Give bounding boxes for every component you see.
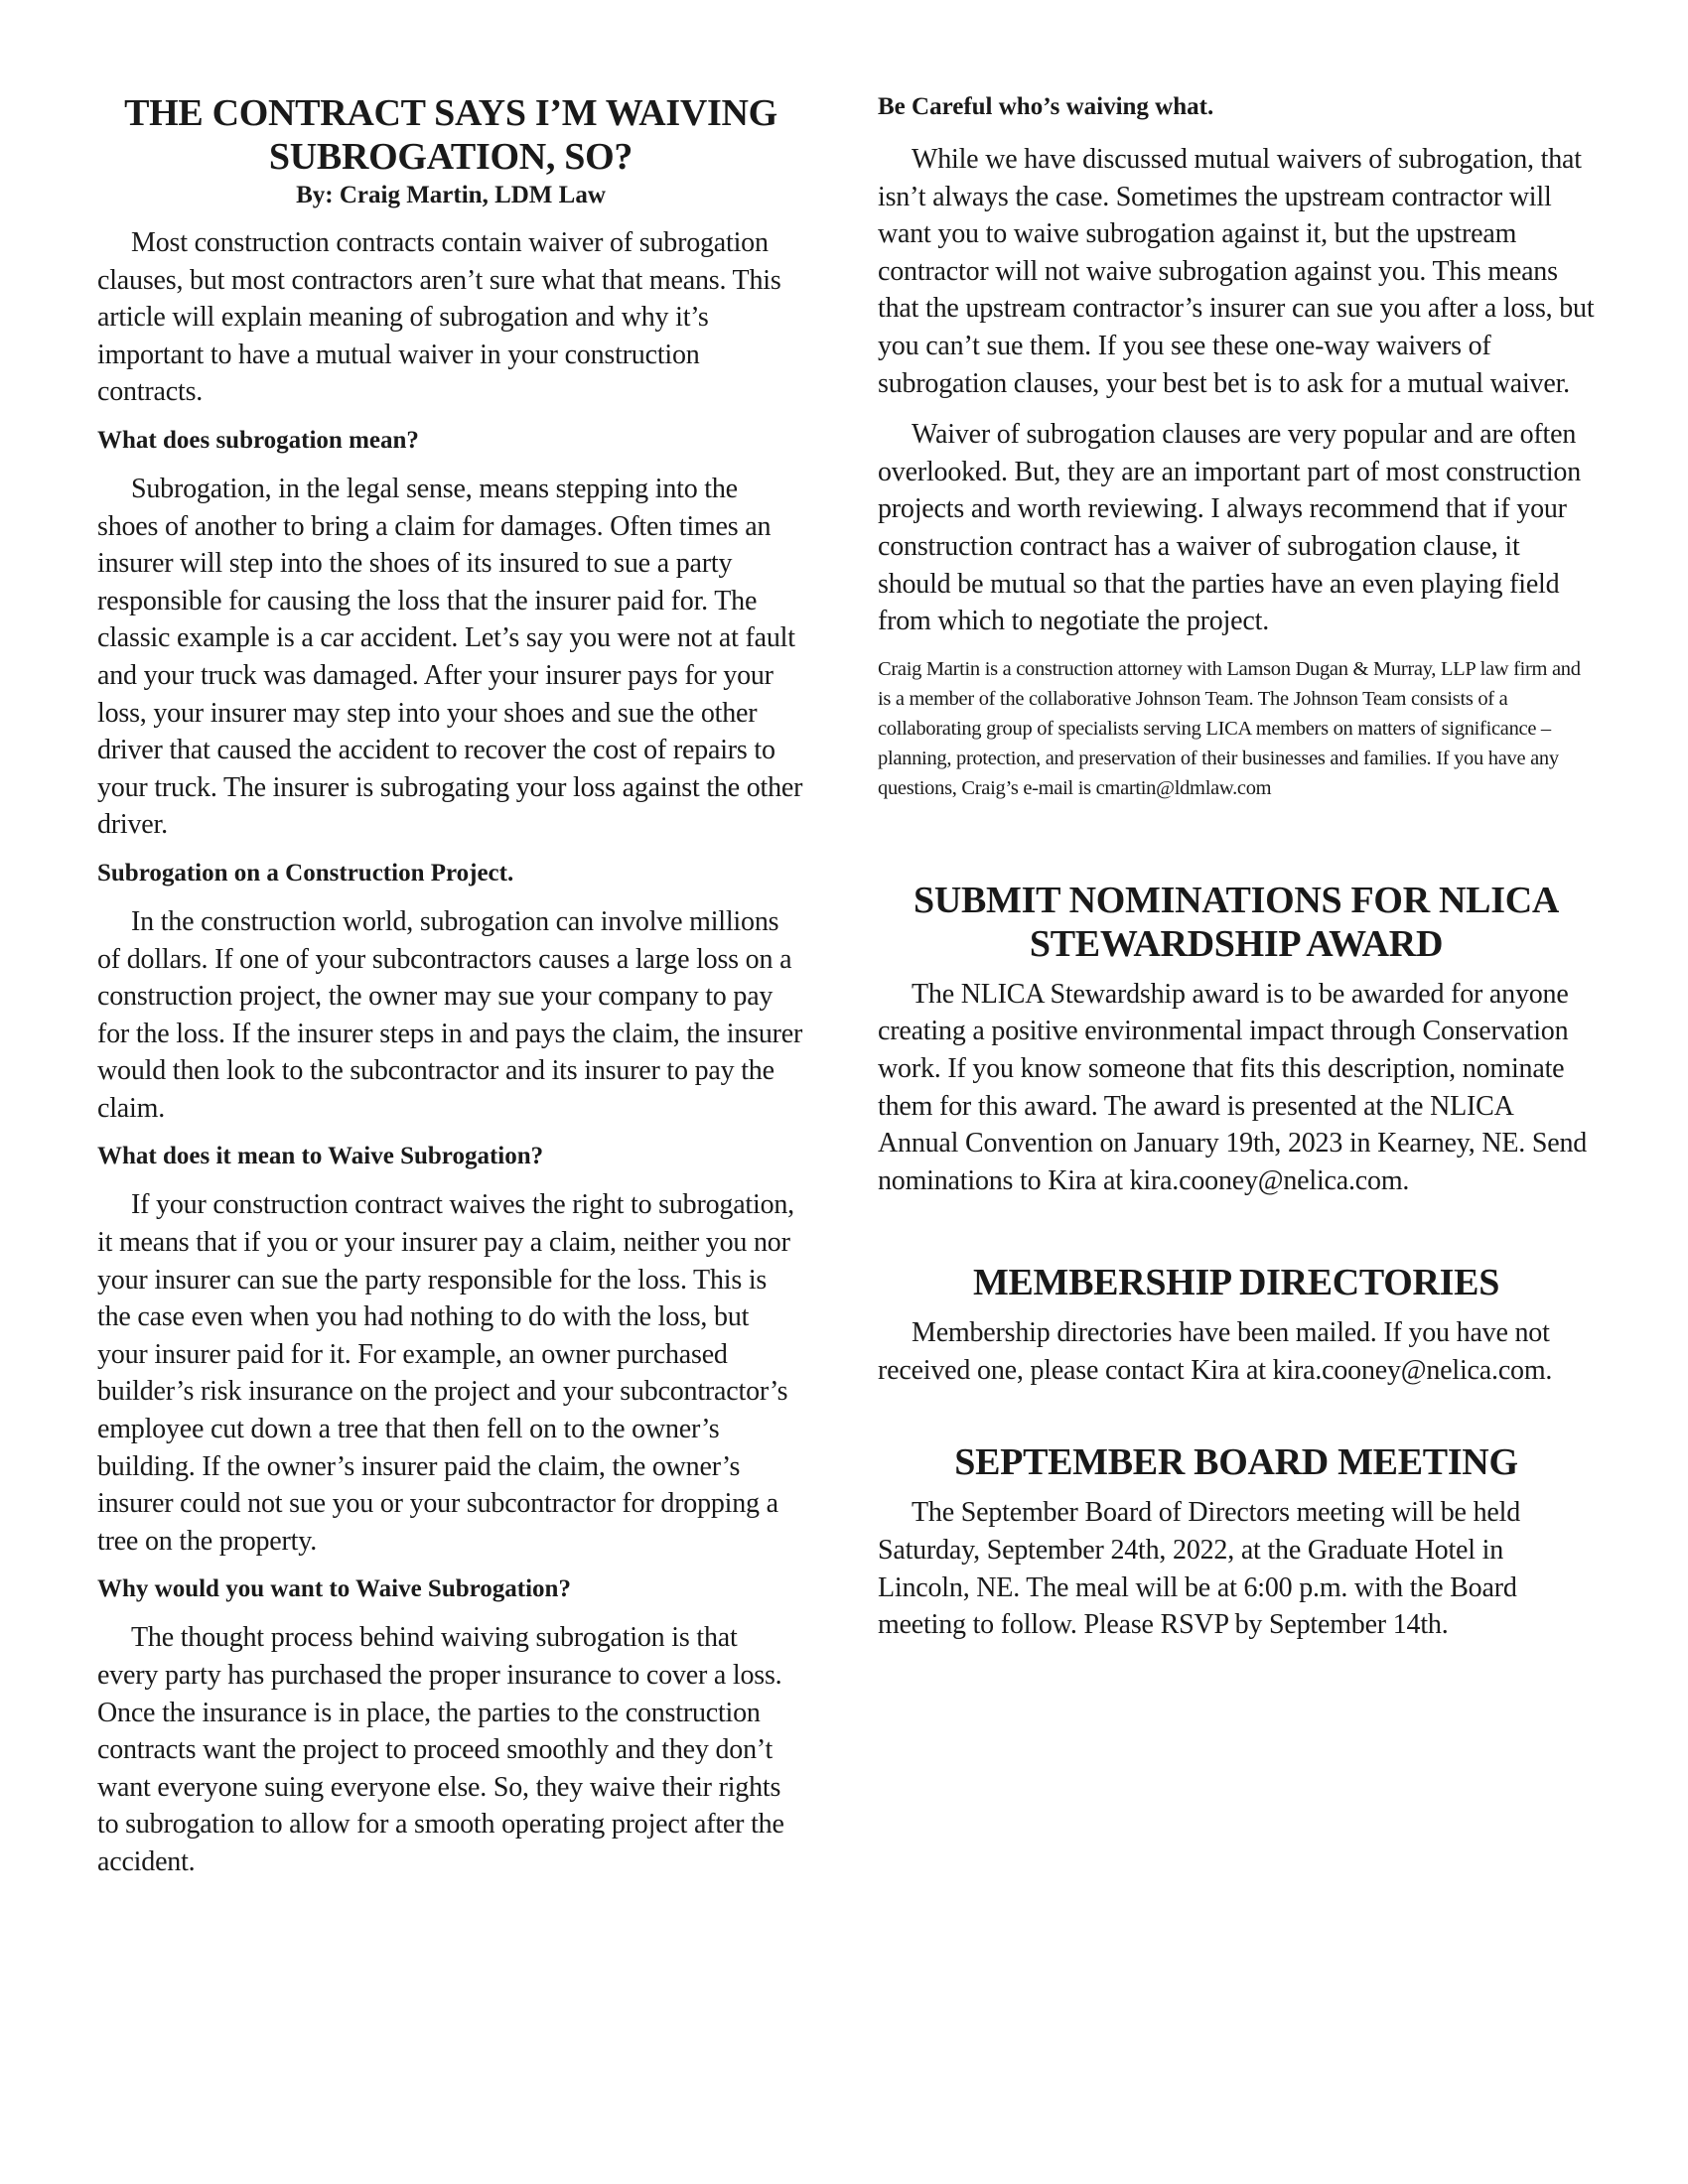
nominations-title: SUBMIT NOMINATIONS FOR NLICA STEWARDSHIP AWARD	[914, 879, 1559, 965]
directories-body: Membership directories have been mailed. If you have not received one, please contact Kira at kira.cooney@nelica.com.	[878, 1317, 1553, 1386]
right-column	[878, 91, 1595, 1658]
board-meeting-body: The September Board of Directors meeting will be held Saturday, September 24th, 2022, at the Graduate Hotel in Lincoln, NE. The meal will be at 6:00 p.m. with the Board meeting to follow. Please RSVP by September 14th.	[878, 1497, 1520, 1641]
section-heading-construction-project: Subrogation on a Construction Project.	[97, 859, 514, 887]
board-meeting-title: SEPTEMBER BOARD MEETING	[954, 1441, 1518, 1484]
nominations-body: The NLICA Stewardship award is to be awarded for anyone creating a positive environmental impact through Conservation work. If you know someone that fits this description, nominate them for this award. The award is presented at the NLICA Annual Convention on January 19th, 2023 in Kearney, NE. Send nominations to Kira at kira.cooney@nelica.com.	[878, 978, 1588, 1196]
article-byline: By: Craig Martin, LDM Law	[296, 182, 606, 208]
section-body-why-waive: The thought process behind waiving subrogation is that every party has purchased the proper insurance to cover a loss. Once the insurance is in place, the parties to the construction contracts want the project to proceed smoothly and they don’t want everyone suing everyone else. So, they waive their rights to subrogation to allow for a smooth operating project after the accident.	[97, 1622, 784, 1877]
left-column	[97, 91, 804, 1895]
section-heading-be-careful: Be Careful who’s waiving what.	[878, 93, 1214, 120]
directories-title: MEMBERSHIP DIRECTORIES	[972, 1262, 1500, 1304]
section-heading-waive-meaning: What does it mean to Waive Subrogation?	[97, 1143, 544, 1170]
article-conclusion: Waiver of subrogation clauses are very popular and are often overlooked. But, they are an important part of most construction projects and worth reviewing. I always recommend that if your construction contract has a waiver of subrogation clause, it should be mutual so that the parties have an even playing field from which to negotiate the project.	[878, 419, 1582, 637]
section-body-subrogation-meaning: Subrogation, in the legal sense, means stepping into the shoes of another to bring a claim for damages. Often times an insurer will step into the shoes of its insured to sue a party responsible for causing the loss that the insurer paid for. The classic example is a car accident. Let’s say you were not at fault and your truck was damaged. After your insurer pays for your loss, your insurer may step into your shoes and sue the other driver that caused the accident to recover the cost of repairs to your truck. The insurer is subrogating your loss against the other driver.	[97, 473, 803, 841]
nominations-section	[878, 879, 1595, 1200]
article-intro: Most construction contracts contain waiver of subrogation clauses, but most contractors aren’t sure what that means. This article will explain meaning of subrogation and why it’s important to have a mutual waiver in your construction contracts.	[97, 227, 781, 408]
article-title: THE CONTRACT SAYS I’M WAIVING SUBROGATION, SO?	[124, 92, 777, 178]
section-heading-why-waive: Why would you want to Waive Subrogation?	[97, 1575, 571, 1603]
directories-section	[878, 1261, 1595, 1389]
author-bio: Craig Martin is a construction attorney with Lamson Dugan & Murray, LLP law firm and is a member of the collaborative Johnson Team. The Johnson Team consists of a collaborating group of specialists serving LICA members on matters of significance – planning, protection, and preservation of their businesses and families. If you have any questions, Craig’s e-mail is cmartin@ldmlaw.com	[878, 657, 1581, 799]
section-body-waive-meaning: If your construction contract waives the right to subrogation, it means that if you or your insurer pay a claim, neither you nor your insurer can sue the party responsible for the loss. This is the case even when you had nothing to do with the loss, but your insurer paid for it. For example, an owner purchased builder’s risk insurance on the project and your subcontractor’s employee cut down a tree that then fell on to the owner’s building. If the owner’s insurer paid the claim, the owner’s insurer could not sue you or your subcontractor for dropping a tree on the property.	[97, 1189, 794, 1557]
board-meeting-section	[878, 1440, 1595, 1643]
section-body-be-careful: While we have discussed mutual waivers of subrogation, that isn’t always the case. Sometimes the upstream contractor will want you to waive subrogation against it, but the upstream contractor will not waive subrogation against you. This means that the upstream contractor’s insurer can sue you after a loss, but you can’t sue them. If you see these one-way waivers of subrogation clauses, your best bet is to ask for a mutual waiver.	[878, 144, 1595, 399]
section-body-construction-project: In the construction world, subrogation can involve millions of dollars. If one of your subcontractors causes a large loss on a construction project, the owner may sue your company to pay for the loss. If the insurer steps in and pays the claim, the insurer would then look to the subcontractor and its insurer to pay the claim.	[97, 905, 803, 1124]
section-heading-subrogation-meaning: What does subrogation mean?	[97, 426, 419, 454]
